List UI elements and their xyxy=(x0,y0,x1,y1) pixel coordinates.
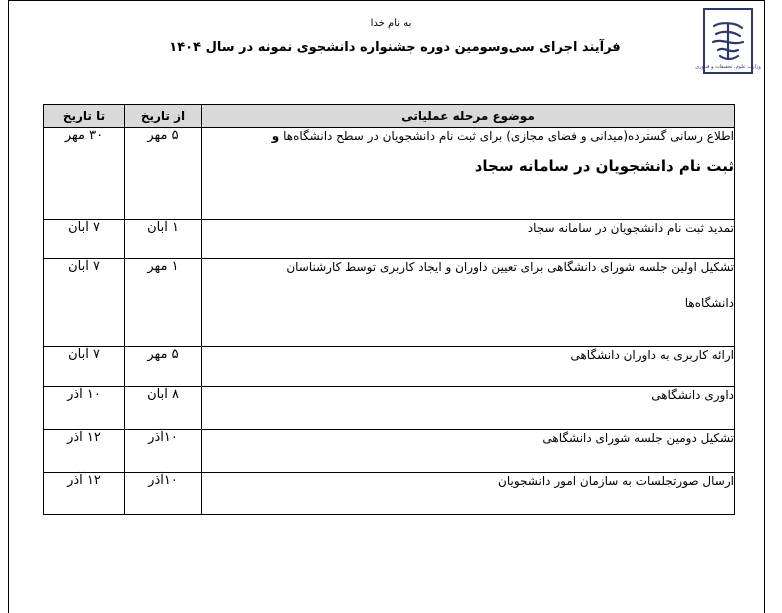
row-topic-conj: و xyxy=(271,129,280,143)
table-row xyxy=(44,220,735,259)
row-from-date: ۱۰آذر xyxy=(125,473,202,515)
row-from-date: ۱ آبان xyxy=(125,220,202,259)
row-topic-text: اطلاع رسانی گسترده(میدانی و فضای مجازی) برای ثبت نام دانشجویان در سطح دانشگاه‌ها xyxy=(283,129,734,143)
row-topic: داوری دانشگاهی xyxy=(202,387,735,430)
row-topic: ارائه کاربری به داوران دانشگاهی xyxy=(202,347,735,387)
table-header-row xyxy=(44,105,735,128)
row-topic: تشکیل دومین جلسه شورای دانشگاهی xyxy=(202,430,735,473)
schedule-table xyxy=(43,104,735,515)
row-topic-continuation: دانشگاه‌ها xyxy=(684,296,734,310)
table-row xyxy=(44,387,735,430)
row-topic: تمدید ثبت نام دانشجویان در سامانه سجاد xyxy=(202,220,735,259)
column-header-from: از تاریخ xyxy=(125,105,202,128)
row-to-date: ۳۰ مهر xyxy=(44,128,125,220)
row-topic xyxy=(202,128,735,220)
table-row xyxy=(44,347,735,387)
row-from-date: ۱ مهر xyxy=(125,259,202,347)
row-to-date: ۷ آبان xyxy=(44,259,125,347)
column-header-to: تا تاریخ xyxy=(44,105,125,128)
logo-caption: وزارت علوم، تحقیقات و فناوری xyxy=(695,64,761,70)
table-row xyxy=(44,259,735,347)
row-topic-bold: ثبت نام دانشجویان در سامانه سجاد xyxy=(474,157,734,175)
row-topic xyxy=(202,259,735,347)
row-to-date: ۷ آبان xyxy=(44,220,125,259)
row-to-date: ۱۲ آذر xyxy=(44,430,125,473)
row-to-date: ۷ آبان xyxy=(44,347,125,387)
row-to-date: ۱۲ آذر xyxy=(44,473,125,515)
basmala: به نام خدا xyxy=(370,18,412,29)
table-row xyxy=(44,430,735,473)
row-from-date: ۵ مهر xyxy=(125,128,202,220)
page-title: فرآیند اجرای سی‌وسومین دوره جشنواره دانشجوی نمونه در سال ۱۴۰۴ xyxy=(169,40,621,55)
row-from-date: ۸ آبان xyxy=(125,387,202,430)
column-header-topic: موضوع مرحله عملیاتی xyxy=(202,105,735,128)
row-to-date: ۱۰ آذر xyxy=(44,387,125,430)
row-from-date: ۵ مهر xyxy=(125,347,202,387)
row-topic-text: تشکیل اولین جلسه شورای دانشگاهی برای تعیین داوران و ایجاد کاربری توسط کارشناسان xyxy=(286,260,734,274)
table-row xyxy=(44,128,735,220)
table-row xyxy=(44,473,735,515)
row-topic: ارسال صورتجلسات به سازمان امور دانشجویان xyxy=(202,473,735,515)
row-from-date: ۱۰آذر xyxy=(125,430,202,473)
